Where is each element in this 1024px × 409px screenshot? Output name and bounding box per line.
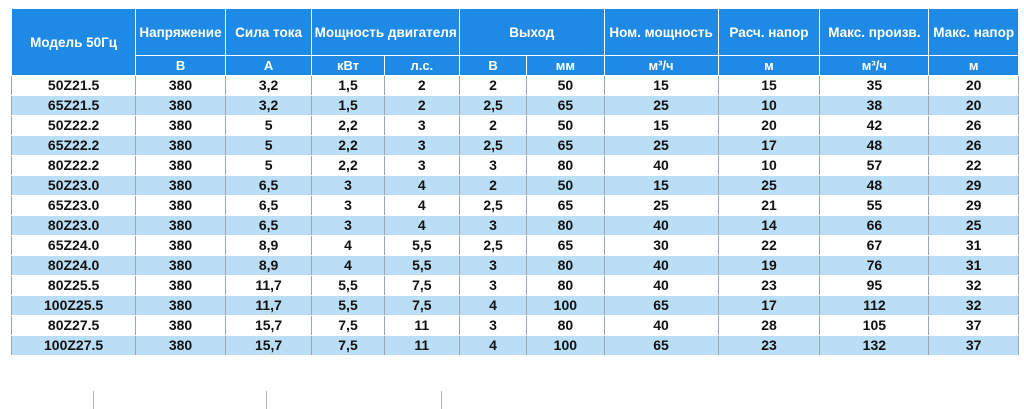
unit-kw: кВт: [312, 56, 384, 76]
cell-max-capacity: 66: [820, 216, 929, 236]
cell-max-head: 32: [929, 296, 1019, 316]
cell-model: 65Z22.2: [12, 136, 136, 156]
cell-power-kw: 4: [312, 256, 384, 276]
divider-tick: [441, 391, 442, 409]
cell-max-capacity: 48: [820, 136, 929, 156]
cell-max-capacity: 112: [820, 296, 929, 316]
cell-model: 50Z21.5: [12, 76, 136, 96]
cell-outlet-mm: 50: [527, 116, 604, 136]
cell-voltage: 380: [136, 316, 226, 336]
cell-nominal-capacity: 30: [604, 236, 718, 256]
cell-max-head: 26: [929, 116, 1019, 136]
cell-outlet-mm: 65: [527, 196, 604, 216]
cell-current: 3,2: [225, 76, 312, 96]
cell-model: 100Z25.5: [12, 296, 136, 316]
cell-voltage: 380: [136, 196, 226, 216]
cell-design-head: 25: [718, 176, 820, 196]
table-row: [12, 116, 1019, 136]
unit-design-head: м: [718, 56, 820, 76]
cell-voltage: 380: [136, 216, 226, 236]
cell-voltage: 380: [136, 276, 226, 296]
cell-power-hp: 4: [384, 196, 459, 216]
cell-max-head: 20: [929, 76, 1019, 96]
table-body: [12, 76, 1019, 356]
cell-max-capacity: 42: [820, 116, 929, 136]
cell-power-kw: 7,5: [312, 336, 384, 356]
table-row: [12, 336, 1019, 356]
cell-max-head: 37: [929, 336, 1019, 356]
cell-power-kw: 3: [312, 196, 384, 216]
cell-power-hp: 2: [384, 96, 459, 116]
cell-power-kw: 1,5: [312, 76, 384, 96]
cell-voltage: 380: [136, 116, 226, 136]
cell-current: 6,5: [225, 176, 312, 196]
cell-power-hp: 4: [384, 176, 459, 196]
cell-current: 15,7: [225, 316, 312, 336]
cell-power-kw: 4: [312, 236, 384, 256]
cell-outlet-in: 3: [459, 316, 526, 336]
table-row: [12, 196, 1019, 216]
table-row: [12, 176, 1019, 196]
unit-hp: л.с.: [384, 56, 459, 76]
cell-design-head: 19: [718, 256, 820, 276]
cell-outlet-in: 2: [459, 76, 526, 96]
cell-max-capacity: 67: [820, 236, 929, 256]
cell-power-hp: 3: [384, 136, 459, 156]
cell-current: 5: [225, 116, 312, 136]
unit-max-capacity: м³/ч: [820, 56, 929, 76]
header-max-capacity: Макс. произв.: [820, 9, 929, 56]
cell-nominal-capacity: 25: [604, 196, 718, 216]
cell-max-capacity: 132: [820, 336, 929, 356]
cell-voltage: 380: [136, 236, 226, 256]
header-motor-power: Мощность двигателя: [312, 9, 460, 56]
cell-outlet-in: 2,5: [459, 236, 526, 256]
table-row: [12, 236, 1019, 256]
cell-nominal-capacity: 15: [604, 76, 718, 96]
cell-design-head: 23: [718, 276, 820, 296]
cell-nominal-capacity: 40: [604, 276, 718, 296]
header-voltage: Напряжение: [136, 9, 226, 56]
cell-outlet-in: 3: [459, 156, 526, 176]
cell-max-head: 22: [929, 156, 1019, 176]
table-row: [12, 316, 1019, 336]
cell-current: 8,9: [225, 256, 312, 276]
cell-model: 65Z24.0: [12, 236, 136, 256]
cell-model: 80Z24.0: [12, 256, 136, 276]
cell-max-capacity: 38: [820, 96, 929, 116]
cell-power-hp: 11: [384, 316, 459, 336]
unit-voltage: В: [136, 56, 226, 76]
cell-power-hp: 4: [384, 216, 459, 236]
divider-tick: [266, 391, 267, 409]
cell-outlet-in: 2,5: [459, 96, 526, 116]
cell-outlet-in: 2,5: [459, 136, 526, 156]
cell-model: 80Z23.0: [12, 216, 136, 236]
cell-model: 100Z27.5: [12, 336, 136, 356]
cell-design-head: 15: [718, 76, 820, 96]
cell-outlet-mm: 50: [527, 76, 604, 96]
cell-voltage: 380: [136, 256, 226, 276]
header-row: [12, 9, 1019, 56]
cell-nominal-capacity: 40: [604, 316, 718, 336]
cell-outlet-in: 4: [459, 296, 526, 316]
header-max-head: Макс. напор: [929, 9, 1019, 56]
cell-max-capacity: 55: [820, 196, 929, 216]
cell-voltage: 380: [136, 136, 226, 156]
cell-model: 50Z23.0: [12, 176, 136, 196]
cell-model: 65Z23.0: [12, 196, 136, 216]
cell-power-kw: 2,2: [312, 116, 384, 136]
table-row: [12, 96, 1019, 116]
cell-outlet-mm: 65: [527, 96, 604, 116]
cell-nominal-capacity: 40: [604, 216, 718, 236]
table-row: [12, 136, 1019, 156]
cell-outlet-mm: 80: [527, 276, 604, 296]
cell-nominal-capacity: 65: [604, 296, 718, 316]
cell-voltage: 380: [136, 96, 226, 116]
unit-outlet-in: В: [459, 56, 526, 76]
cell-power-hp: 3: [384, 116, 459, 136]
unit-current: А: [225, 56, 312, 76]
cell-nominal-capacity: 65: [604, 336, 718, 356]
cell-design-head: 10: [718, 156, 820, 176]
cell-outlet-mm: 100: [527, 296, 604, 316]
cell-design-head: 14: [718, 216, 820, 236]
cell-power-kw: 2,2: [312, 136, 384, 156]
cell-max-head: 31: [929, 256, 1019, 276]
cell-max-head: 29: [929, 196, 1019, 216]
cell-power-kw: 3: [312, 176, 384, 196]
cell-outlet-in: 2: [459, 176, 526, 196]
cell-max-capacity: 35: [820, 76, 929, 96]
cell-outlet-mm: 100: [527, 336, 604, 356]
cell-design-head: 17: [718, 136, 820, 156]
table-row: [12, 256, 1019, 276]
cell-current: 5: [225, 136, 312, 156]
cell-max-head: 20: [929, 96, 1019, 116]
header-nominal-capacity: Ном. мощность: [604, 9, 718, 56]
cell-current: 11,7: [225, 276, 312, 296]
divider-tick: [93, 391, 94, 409]
table-row: [12, 296, 1019, 316]
unit-max-head: м: [929, 56, 1019, 76]
cell-power-kw: 1,5: [312, 96, 384, 116]
cell-current: 11,7: [225, 296, 312, 316]
table-row: [12, 276, 1019, 296]
cell-power-hp: 7,5: [384, 276, 459, 296]
cell-current: 5: [225, 156, 312, 176]
unit-nominal-capacity: м³/ч: [604, 56, 718, 76]
cell-max-capacity: 48: [820, 176, 929, 196]
header-outlet: Выход: [459, 9, 604, 56]
cell-voltage: 380: [136, 296, 226, 316]
cell-max-head: 32: [929, 276, 1019, 296]
cell-outlet-mm: 50: [527, 176, 604, 196]
cell-max-capacity: 76: [820, 256, 929, 276]
cell-design-head: 23: [718, 336, 820, 356]
cell-outlet-mm: 80: [527, 316, 604, 336]
cell-nominal-capacity: 25: [604, 136, 718, 156]
cell-outlet-mm: 80: [527, 156, 604, 176]
cell-outlet-in: 3: [459, 216, 526, 236]
cell-max-head: 37: [929, 316, 1019, 336]
cell-nominal-capacity: 15: [604, 116, 718, 136]
cell-design-head: 21: [718, 196, 820, 216]
cell-outlet-mm: 65: [527, 136, 604, 156]
cell-power-kw: 5,5: [312, 296, 384, 316]
cell-design-head: 20: [718, 116, 820, 136]
cell-power-hp: 3: [384, 156, 459, 176]
cell-design-head: 10: [718, 96, 820, 116]
cell-outlet-in: 3: [459, 256, 526, 276]
cell-design-head: 17: [718, 296, 820, 316]
unit-outlet-mm: мм: [527, 56, 604, 76]
cell-outlet-in: 4: [459, 336, 526, 356]
cell-design-head: 28: [718, 316, 820, 336]
cell-current: 6,5: [225, 196, 312, 216]
cell-max-head: 31: [929, 236, 1019, 256]
cell-model: 80Z25.5: [12, 276, 136, 296]
cell-voltage: 380: [136, 76, 226, 96]
cell-voltage: 380: [136, 336, 226, 356]
cell-max-capacity: 95: [820, 276, 929, 296]
cell-current: 8,9: [225, 236, 312, 256]
cell-model: 80Z27.5: [12, 316, 136, 336]
cell-outlet-mm: 80: [527, 256, 604, 276]
cell-outlet-mm: 65: [527, 236, 604, 256]
cell-current: 15,7: [225, 336, 312, 356]
cell-model: 80Z22.2: [12, 156, 136, 176]
cell-current: 6,5: [225, 216, 312, 236]
cell-power-hp: 2: [384, 76, 459, 96]
header-current: Сила тока: [225, 9, 312, 56]
cell-model: 50Z22.2: [12, 116, 136, 136]
cell-nominal-capacity: 15: [604, 176, 718, 196]
cell-outlet-in: 2,5: [459, 196, 526, 216]
cell-design-head: 22: [718, 236, 820, 256]
cell-power-hp: 7,5: [384, 296, 459, 316]
cell-current: 3,2: [225, 96, 312, 116]
cell-power-kw: 5,5: [312, 276, 384, 296]
cell-nominal-capacity: 25: [604, 96, 718, 116]
cell-power-kw: 3: [312, 216, 384, 236]
cell-max-head: 26: [929, 136, 1019, 156]
table-row: [12, 76, 1019, 96]
cell-outlet-in: 3: [459, 276, 526, 296]
cell-max-capacity: 57: [820, 156, 929, 176]
header-model: Модель 50Гц: [12, 9, 136, 76]
cell-power-kw: 7,5: [312, 316, 384, 336]
units-row: [12, 56, 1019, 76]
cell-nominal-capacity: 40: [604, 156, 718, 176]
cell-nominal-capacity: 40: [604, 256, 718, 276]
cell-power-hp: 5,5: [384, 256, 459, 276]
cell-max-head: 25: [929, 216, 1019, 236]
table-row: [12, 216, 1019, 236]
cell-voltage: 380: [136, 156, 226, 176]
pump-spec-table: [11, 8, 1019, 356]
cell-power-kw: 2,2: [312, 156, 384, 176]
cell-power-hp: 5,5: [384, 236, 459, 256]
table-row: [12, 156, 1019, 176]
header-design-head: Расч. напор: [718, 9, 820, 56]
cell-outlet-mm: 80: [527, 216, 604, 236]
cell-max-capacity: 105: [820, 316, 929, 336]
cell-voltage: 380: [136, 176, 226, 196]
cell-outlet-in: 2: [459, 116, 526, 136]
cell-model: 65Z21.5: [12, 96, 136, 116]
cell-max-head: 29: [929, 176, 1019, 196]
cell-power-hp: 11: [384, 336, 459, 356]
